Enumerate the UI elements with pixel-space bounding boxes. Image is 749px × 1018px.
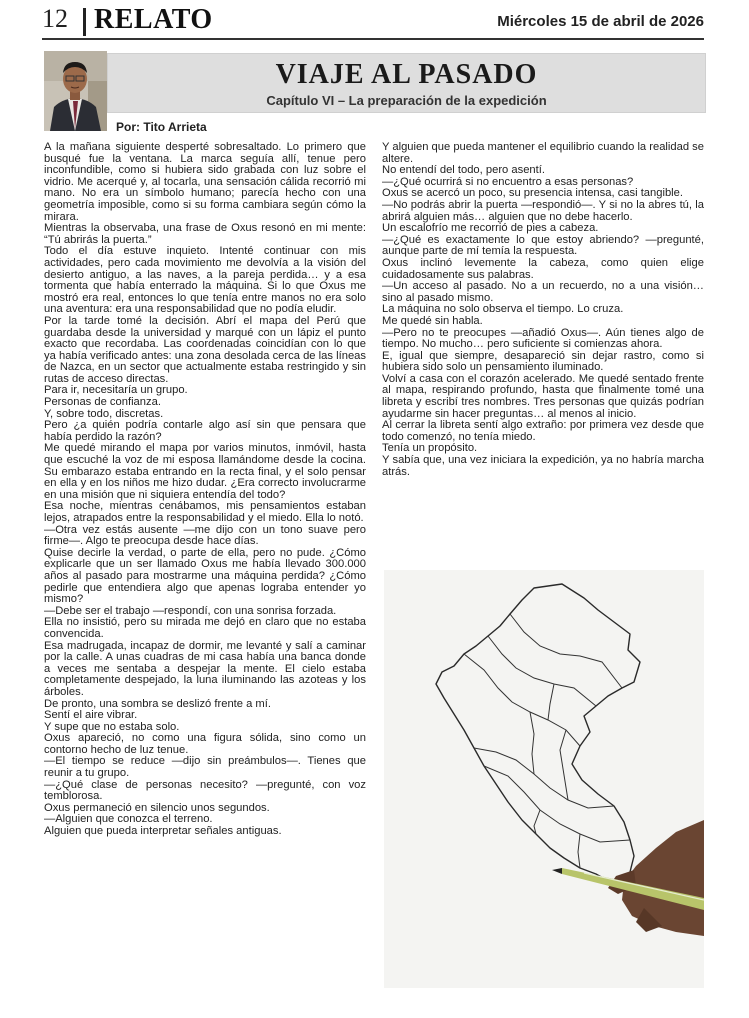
paragraph: Oxus se acercó un poco, su presencia intensa, casi tangible. xyxy=(382,187,683,200)
paragraph: —Debe ser el trabajo —respondí, con una sonrisa forzada. xyxy=(44,604,337,617)
masthead-rule xyxy=(42,38,704,40)
masthead xyxy=(42,4,704,38)
paragraph: Sentí el aire vibrar. xyxy=(44,709,138,722)
paragraph: —Pero no te preocupes —añadió Oxus—. Aún tienes algo de tiempo. No mucho… pero suficiente si comienzas ahora. xyxy=(382,326,704,351)
paragraph: No entendí del todo, pero asentí. xyxy=(382,164,545,177)
paragraph: —Otra vez estás ausente —me dijo con un tono suave pero firme—. Algo te preocupa desde hace días. xyxy=(44,523,366,548)
byline: Por: Tito Arrieta xyxy=(116,120,207,134)
paragraph: —Alguien que conozca el terreno. xyxy=(44,813,213,826)
paragraph: Pero ¿a quién podría contarle algo así sin que pensara que había perdido la razón? xyxy=(44,419,366,443)
author-photo xyxy=(44,51,107,131)
paragraph: Al cerrar la libreta sentí algo extraño: por primera vez desde que todo comenzó, no tenía miedo. xyxy=(382,419,704,443)
paragraph: Esa madrugada, incapaz de dormir, me levanté y salí a caminar por la calle. A unas cuadras de mi casa había una banca donde a veces me sentaba a despejar la mente. El cielo estaba completamente despejado, la luna iluminando las azoteas y los árboles. xyxy=(44,639,366,698)
paragraph: Me quedé mirando el mapa por varios minutos, inmóvil, hasta que escuché la voz de mi esposa llamándome desde la cocina. Su embarazo estaba entrando en la recta final, y el solo pensar en ella y en los niños me hizo dudar. ¿Era correcto involucrarme en una misión que ni siquiera entendía del todo? xyxy=(44,442,366,501)
paragraph: Quise decirle la verdad, o parte de ella, pero no pude. ¿Cómo explicarle que un ser llamado Oxus me había llevado 300.000 años al pasado para mostrarme una máquina perdida? ¿Cómo pedirle que entendiera algo que apenas lograba entender yo mismo? xyxy=(44,546,366,606)
paragraph: Esa noche, mientras cenábamos, mis pensamientos estaban lejos, atrapados entre la responsabilidad y el miedo. Ella lo notó. xyxy=(44,500,366,524)
paragraph: —¿Qué ocurrirá si no encuentro a esas personas? xyxy=(382,175,634,188)
paragraph: Tenía un propósito. xyxy=(382,442,478,455)
paragraph: —Un acceso al pasado. No a un recuerdo, no a una visión… sino al pasado mismo. xyxy=(382,280,704,304)
paragraph: Y sabía que, una vez iniciara la expedición, ya no habría marcha atrás. xyxy=(382,454,704,478)
paragraph: Personas de confianza. xyxy=(44,396,161,409)
article-column-1 xyxy=(44,142,366,838)
chapter-subtitle: Capítulo VI – La preparación de la expedición xyxy=(266,93,547,108)
map-drawing-photo xyxy=(384,570,704,988)
paragraph: Oxus inclinó levemente la cabeza, como quien elige cuidadosamente sus palabras. xyxy=(382,256,704,281)
paragraph: Mientras la observaba, una frase de Oxus resonó en mi mente: “Tú abrirás la puerta.” xyxy=(44,222,366,246)
paragraph: Un escalofrío me recorrió de pies a cabeza. xyxy=(382,222,599,235)
issue-date: Miércoles 15 de abril de 2026 xyxy=(497,13,704,30)
paragraph: Oxus permaneció en silencio unos segundos. xyxy=(44,801,270,814)
paragraph: Y, sobre todo, discretas. xyxy=(44,407,164,420)
paragraph: Por la tarde tomé la decisión. Abrí el mapa del Perú que guardaba desde la universidad y marqué con un lápiz el punto exacto que recordaba. Las coordenadas coincidían con lo que ya había verificado antes: una zona desolada cerca de las líneas de Nazca, en un sector que actualmente estaba restringido y sin rutas de acceso directas. xyxy=(44,314,366,385)
paragraph: A la mañana siguiente desperté sobresaltado. Lo primero que busqué fue la ventana. La marca seguía allí, tenue pero inconfundible, como si hubiera sido grabada con luz sobre el vidrio. Me acerqué y, al tocarla, una sensación cálida recorrió mi mano. No era un símbolo humano; parecía hecho con una geometría imposible, como si su forma cambiara según cómo la mirara. xyxy=(44,141,366,223)
paragraph: Me quedé sin habla. xyxy=(382,314,483,327)
paragraph: Todo el día estuve inquieto. Intenté continuar con mis actividades, pero cada movimiento me devolvía a la visión del desierto antiguo, a las naves, a la pareja perdida… y a esa tormenta que había enterrado la máquina. Si lo que Oxus me mostró era real, entonces lo que tenía entre manos no era solo una aventura: era una responsabilidad que no podía eludir. xyxy=(44,245,366,316)
paragraph: Y supe que no estaba solo. xyxy=(44,720,180,733)
paragraph: Volví a casa con el corazón acelerado. Me quedé sentado frente al mapa, respirando profundo, hasta que finalmente tomé una libreta y escribí tres nombres. Tres personas que quizás podrían ayudarme sin hacer preguntas… al menos al inicio. xyxy=(382,372,704,420)
page-number: 12 xyxy=(42,4,68,33)
article-header xyxy=(107,53,706,113)
paragraph: La máquina no solo observa el tiempo. Lo cruza. xyxy=(382,303,624,316)
paragraph: Oxus apareció, no como una figura sólida, sino como un contorno hecho de luz tenue. xyxy=(44,732,366,756)
paragraph: Alguien que pueda interpretar señales antiguas. xyxy=(44,825,282,838)
paragraph: —¿Qué es exactamente lo que estoy abriendo? —pregunté, aunque parte de mí temía la respuesta. xyxy=(382,233,704,258)
paragraph: —No podrás abrir la puerta —respondió—. Y si no la abres tú, la abrirá alguien más… alguien que no debe hacerlo. xyxy=(382,198,704,223)
masthead-divider xyxy=(83,8,86,36)
article-column-2 xyxy=(382,142,704,478)
paragraph: —¿Qué clase de personas necesito? —pregunté, con voz temblorosa. xyxy=(44,778,366,803)
article-title: VIAJE AL PASADO xyxy=(275,59,538,90)
paragraph: Para ir, necesitaría un grupo. xyxy=(44,384,188,397)
paragraph: E, igual que siempre, desapareció sin dejar rastro, como si hubiera sido solo un pensamiento iluminado. xyxy=(382,349,704,374)
paragraph: De pronto, una sombra se deslizó frente a mí. xyxy=(44,697,271,710)
section-name: RELATO xyxy=(94,4,213,35)
paragraph: Ella no insistió, pero su mirada me dejó en claro que no estaba convencida. xyxy=(44,616,366,640)
paragraph: Y alguien que pueda mantener el equilibrio cuando la realidad se altere. xyxy=(382,141,704,165)
paragraph: —El tiempo se reduce —dijo sin preámbulos—. Tienes que reunir a tu grupo. xyxy=(44,755,366,780)
